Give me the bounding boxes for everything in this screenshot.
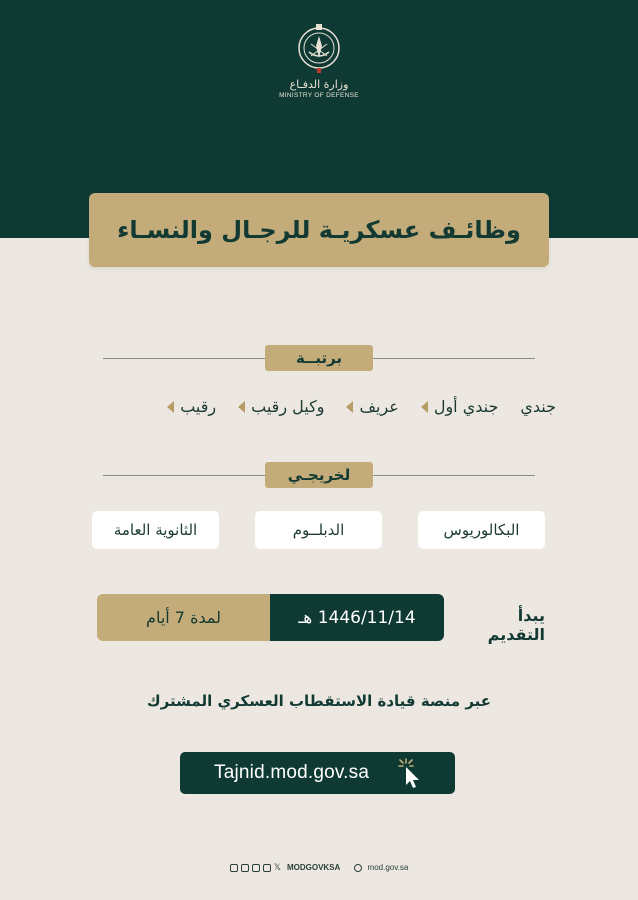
rank-label: جندي أول bbox=[433, 397, 499, 416]
instagram-icon[interactable] bbox=[241, 864, 249, 872]
page-title: وظائـف عسكريـة للرجـال والنسـاء bbox=[117, 216, 521, 244]
application-duration: لمدة 7 أيام bbox=[97, 594, 270, 641]
rank-item bbox=[346, 397, 398, 416]
triangle-left-icon bbox=[346, 401, 353, 413]
ministry-logo bbox=[0, 22, 638, 99]
title-banner bbox=[89, 193, 549, 267]
graduates-divider-left bbox=[103, 475, 265, 476]
footer-site-url[interactable]: mod.gov.sa bbox=[367, 863, 409, 872]
rank-item bbox=[167, 397, 216, 416]
application-start-label: يبدأ التقديم bbox=[487, 606, 545, 644]
triangle-left-icon bbox=[167, 401, 174, 413]
rank-item bbox=[421, 397, 499, 416]
ministry-name-ar: وزارة الدفـاع bbox=[289, 78, 349, 91]
application-date: 1446/11/14 هـ bbox=[270, 594, 444, 641]
rank-label: جندي bbox=[520, 397, 556, 416]
snapchat-icon[interactable] bbox=[230, 864, 238, 872]
facebook-icon[interactable] bbox=[263, 864, 271, 872]
degree-high-school: الثانوية العامة bbox=[92, 511, 219, 549]
footer-site bbox=[354, 863, 408, 872]
rank-item bbox=[238, 397, 324, 416]
rank-label: عريف bbox=[359, 397, 399, 416]
rank-item bbox=[520, 397, 556, 416]
mod-emblem-icon bbox=[295, 22, 343, 74]
globe-icon bbox=[354, 864, 362, 872]
triangle-left-icon bbox=[421, 401, 428, 413]
rank-label: رقيب bbox=[180, 397, 217, 416]
ranks-label: برتبــة bbox=[265, 345, 373, 371]
social-handle: MODGOVKSA bbox=[286, 863, 341, 872]
website-url[interactable]: Tajnid.mod.gov.sa bbox=[214, 762, 370, 783]
graduates-divider-right bbox=[373, 475, 535, 476]
social-icons bbox=[230, 862, 341, 873]
footer bbox=[0, 862, 638, 873]
website-link[interactable] bbox=[180, 752, 455, 794]
cursor-click-icon bbox=[397, 757, 427, 789]
degree-diploma: الدبلــوم bbox=[255, 511, 382, 549]
application-date-row bbox=[97, 594, 444, 641]
platform-text: عبر منصة قيادة الاستقطاب العسكري المشترك bbox=[146, 692, 492, 710]
ranks-list bbox=[167, 397, 556, 416]
ministry-name-en: MINISTRY OF DEFENSE bbox=[279, 92, 359, 99]
ranks-divider-right bbox=[373, 358, 535, 359]
graduates-label: لخريجـي bbox=[265, 462, 373, 488]
youtube-icon[interactable] bbox=[252, 864, 260, 872]
rank-label: وكيل رقيب bbox=[251, 397, 325, 416]
triangle-left-icon bbox=[238, 401, 245, 413]
ranks-divider-left bbox=[103, 358, 265, 359]
x-icon[interactable]: 𝕏 bbox=[273, 862, 281, 872]
degree-bachelor: البكالوريوس bbox=[418, 511, 545, 549]
